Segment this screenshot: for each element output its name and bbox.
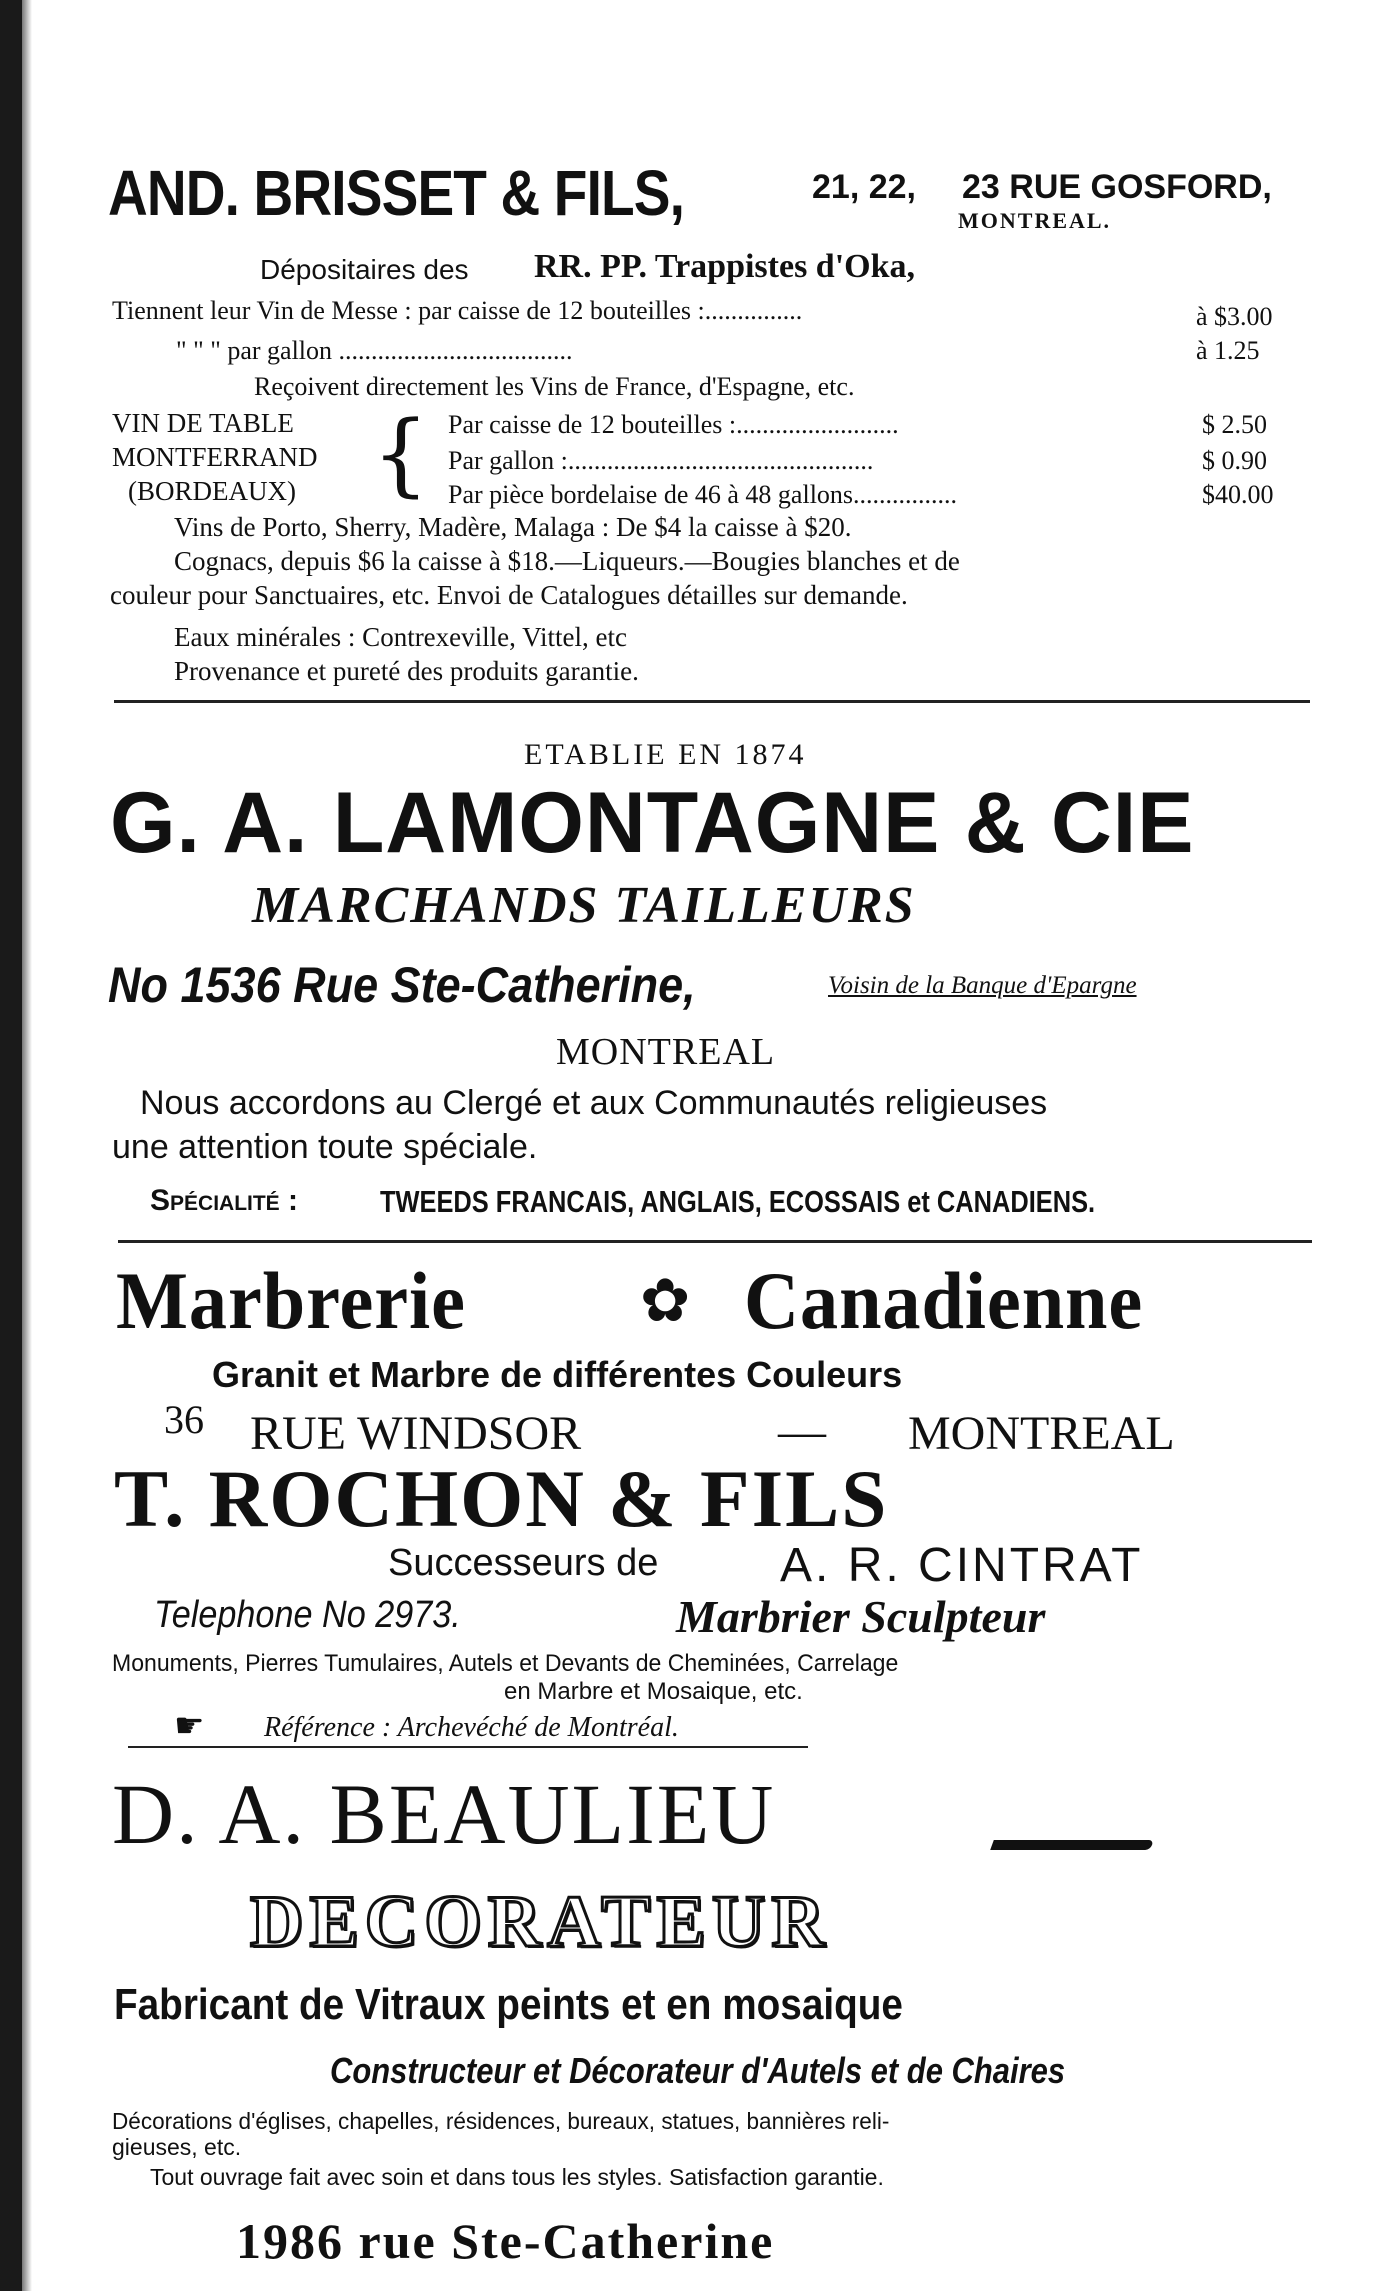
marbrerie-city: MONTREAL [908, 1407, 1175, 1460]
brisset-vin-table-price-1: $ 2.50 [1202, 410, 1267, 439]
marbrerie-subtitle: Granit et Marbre de différentes Couleurs [212, 1354, 903, 1395]
lamontagne-name: G. A. LAMONTAGNE & CIE [110, 775, 1195, 871]
lamontagne-address: No 1536 Rue Ste-Catherine, [108, 957, 696, 1013]
marbrerie-monuments: Monuments, Pierres Tumulaires, Autels et Devants de Cheminées, Carrelage [112, 1650, 899, 1677]
beaulieu-decorations: Décorations d'églises, chapelles, résidences, bureaux, statues, bannières reli- [112, 2108, 890, 2134]
beaulieu-gieuses: gieuses, etc. [112, 2134, 242, 2160]
lamontagne-specialite-text: TWEEDS FRANCAIS, ANGLAIS, ECOSSAIS et CANADIENS. [380, 1184, 1096, 1219]
beaulieu-address: 1986 rue Ste-Catherine [236, 2213, 775, 2269]
divider-2 [118, 1240, 1312, 1243]
brisset-porto: Vins de Porto, Sherry, Madère, Malaga : De $4 la caisse à $20. [174, 512, 852, 542]
beaulieu-constructeur: Constructeur et Décorateur d'Autels et de Chaires [330, 2050, 1066, 2091]
divider-1 [114, 700, 1310, 703]
beaulieu-name: D. A. BEAULIEU [112, 1766, 776, 1862]
marbrerie-title-right: Canadienne [744, 1255, 1144, 1346]
scan-edge-shadow [22, 0, 32, 2291]
brisset-brace: { [372, 402, 430, 507]
brisset-vin-table-line-3: Par pièce bordelaise de 46 à 48 gallons................ [448, 480, 958, 509]
marbrerie-street: RUE WINDSOR [250, 1407, 582, 1460]
hand-pointer-icon: ☛ [174, 1708, 205, 1745]
marbrerie-successeurs-prefix: Successeurs de [388, 1542, 659, 1584]
brisset-messe-line-b: " " " par gallon .................................... [176, 336, 573, 365]
brisset-vin-table-price-2: $ 0.90 [1202, 446, 1267, 475]
lamontagne-voisin: Voisin de la Banque d'Epargne [828, 972, 1137, 999]
brisset-messe-price-b: à 1.25 [1196, 336, 1260, 365]
lamontagne-city: MONTREAL [556, 1031, 776, 1073]
marbrerie-dash: — [778, 1405, 826, 1458]
brisset-vin-table-label-1: VIN DE TABLE [112, 408, 294, 438]
marbrerie-name: T. ROCHON & FILS [114, 1453, 889, 1544]
brisset-name: AND. BRISSET & FILS, [108, 157, 685, 229]
brisset-couleur: couleur pour Sanctuaires, etc. Envoi de Catalogues détailles sur demande. [110, 580, 908, 610]
brisset-street: 23 RUE GOSFORD, [962, 168, 1272, 206]
marbrerie-telephone: Telephone No 2973. [154, 1594, 461, 1636]
brisset-provenance: Provenance et pureté des produits garantie. [174, 656, 639, 686]
lamontagne-trade: MARCHANDS TAILLEURS [252, 877, 916, 934]
marbrerie-reference: Référence : Archevéché de Montréal. [264, 1712, 679, 1743]
brisset-depositaires-prefix: Dépositaires des [260, 254, 469, 285]
brisset-messe-line-a: Tiennent leur Vin de Messe : par caisse de 12 bouteilles :............... [112, 296, 803, 325]
marbrerie-trade: Marbrier Sculpteur [676, 1591, 1046, 1642]
marbrerie-mosaique: en Marbre et Mosaique, etc. [504, 1678, 803, 1705]
brisset-cognacs: Cognacs, depuis $6 la caisse à $18.—Liqueurs.—Bougies blanches et de [174, 546, 960, 576]
scan-edge [0, 0, 22, 2291]
brisset-street-numbers: 21, 22, [812, 168, 916, 206]
brisset-city: MONTREAL. [958, 208, 1112, 233]
lamontagne-specialite-label: Spécialité : [150, 1184, 299, 1217]
marbrerie-street-number: 36 [164, 1397, 204, 1442]
brisset-vin-table-label-2: MONTFERRAND [112, 442, 318, 472]
brisset-vin-table-line-1: Par caisse de 12 bouteilles :......................... [448, 410, 899, 439]
beaulieu-swash [990, 1840, 1154, 1850]
lamontagne-etablie: ETABLIE EN 1874 [524, 738, 807, 771]
brisset-depositaires-name: RR. PP. Trappistes d'Oka, [534, 248, 916, 285]
beaulieu-trade: DECORATEUR [250, 1881, 831, 1963]
reference-underline [128, 1746, 808, 1748]
ornament-icon: ✿ [640, 1268, 691, 1334]
brisset-recoivent: Reçoivent directement les Vins de France, d'Espagne, etc. [254, 372, 855, 401]
marbrerie-title-left: Marbrerie [116, 1255, 466, 1346]
lamontagne-nous: Nous accordons au Clergé et aux Communautés religieuses [140, 1084, 1048, 1122]
brisset-messe-price-a: à $3.00 [1196, 302, 1273, 331]
lamontagne-une: une attention toute spéciale. [112, 1128, 538, 1166]
brisset-eaux: Eaux minérales : Contrexeville, Vittel, etc [174, 622, 627, 652]
beaulieu-tout: Tout ouvrage fait avec soin et dans tous les styles. Satisfaction garantie. [150, 2164, 884, 2190]
brisset-vin-table-line-2: Par gallon :............................................... [448, 446, 874, 475]
brisset-vin-table-price-3: $40.00 [1202, 480, 1274, 509]
marbrerie-successeurs-name: A. R. CINTRAT [780, 1539, 1144, 1592]
brisset-vin-table-label-3: (BORDEAUX) [128, 476, 296, 506]
beaulieu-fabricant: Fabricant de Vitraux peints et en mosaique [114, 1980, 903, 2029]
